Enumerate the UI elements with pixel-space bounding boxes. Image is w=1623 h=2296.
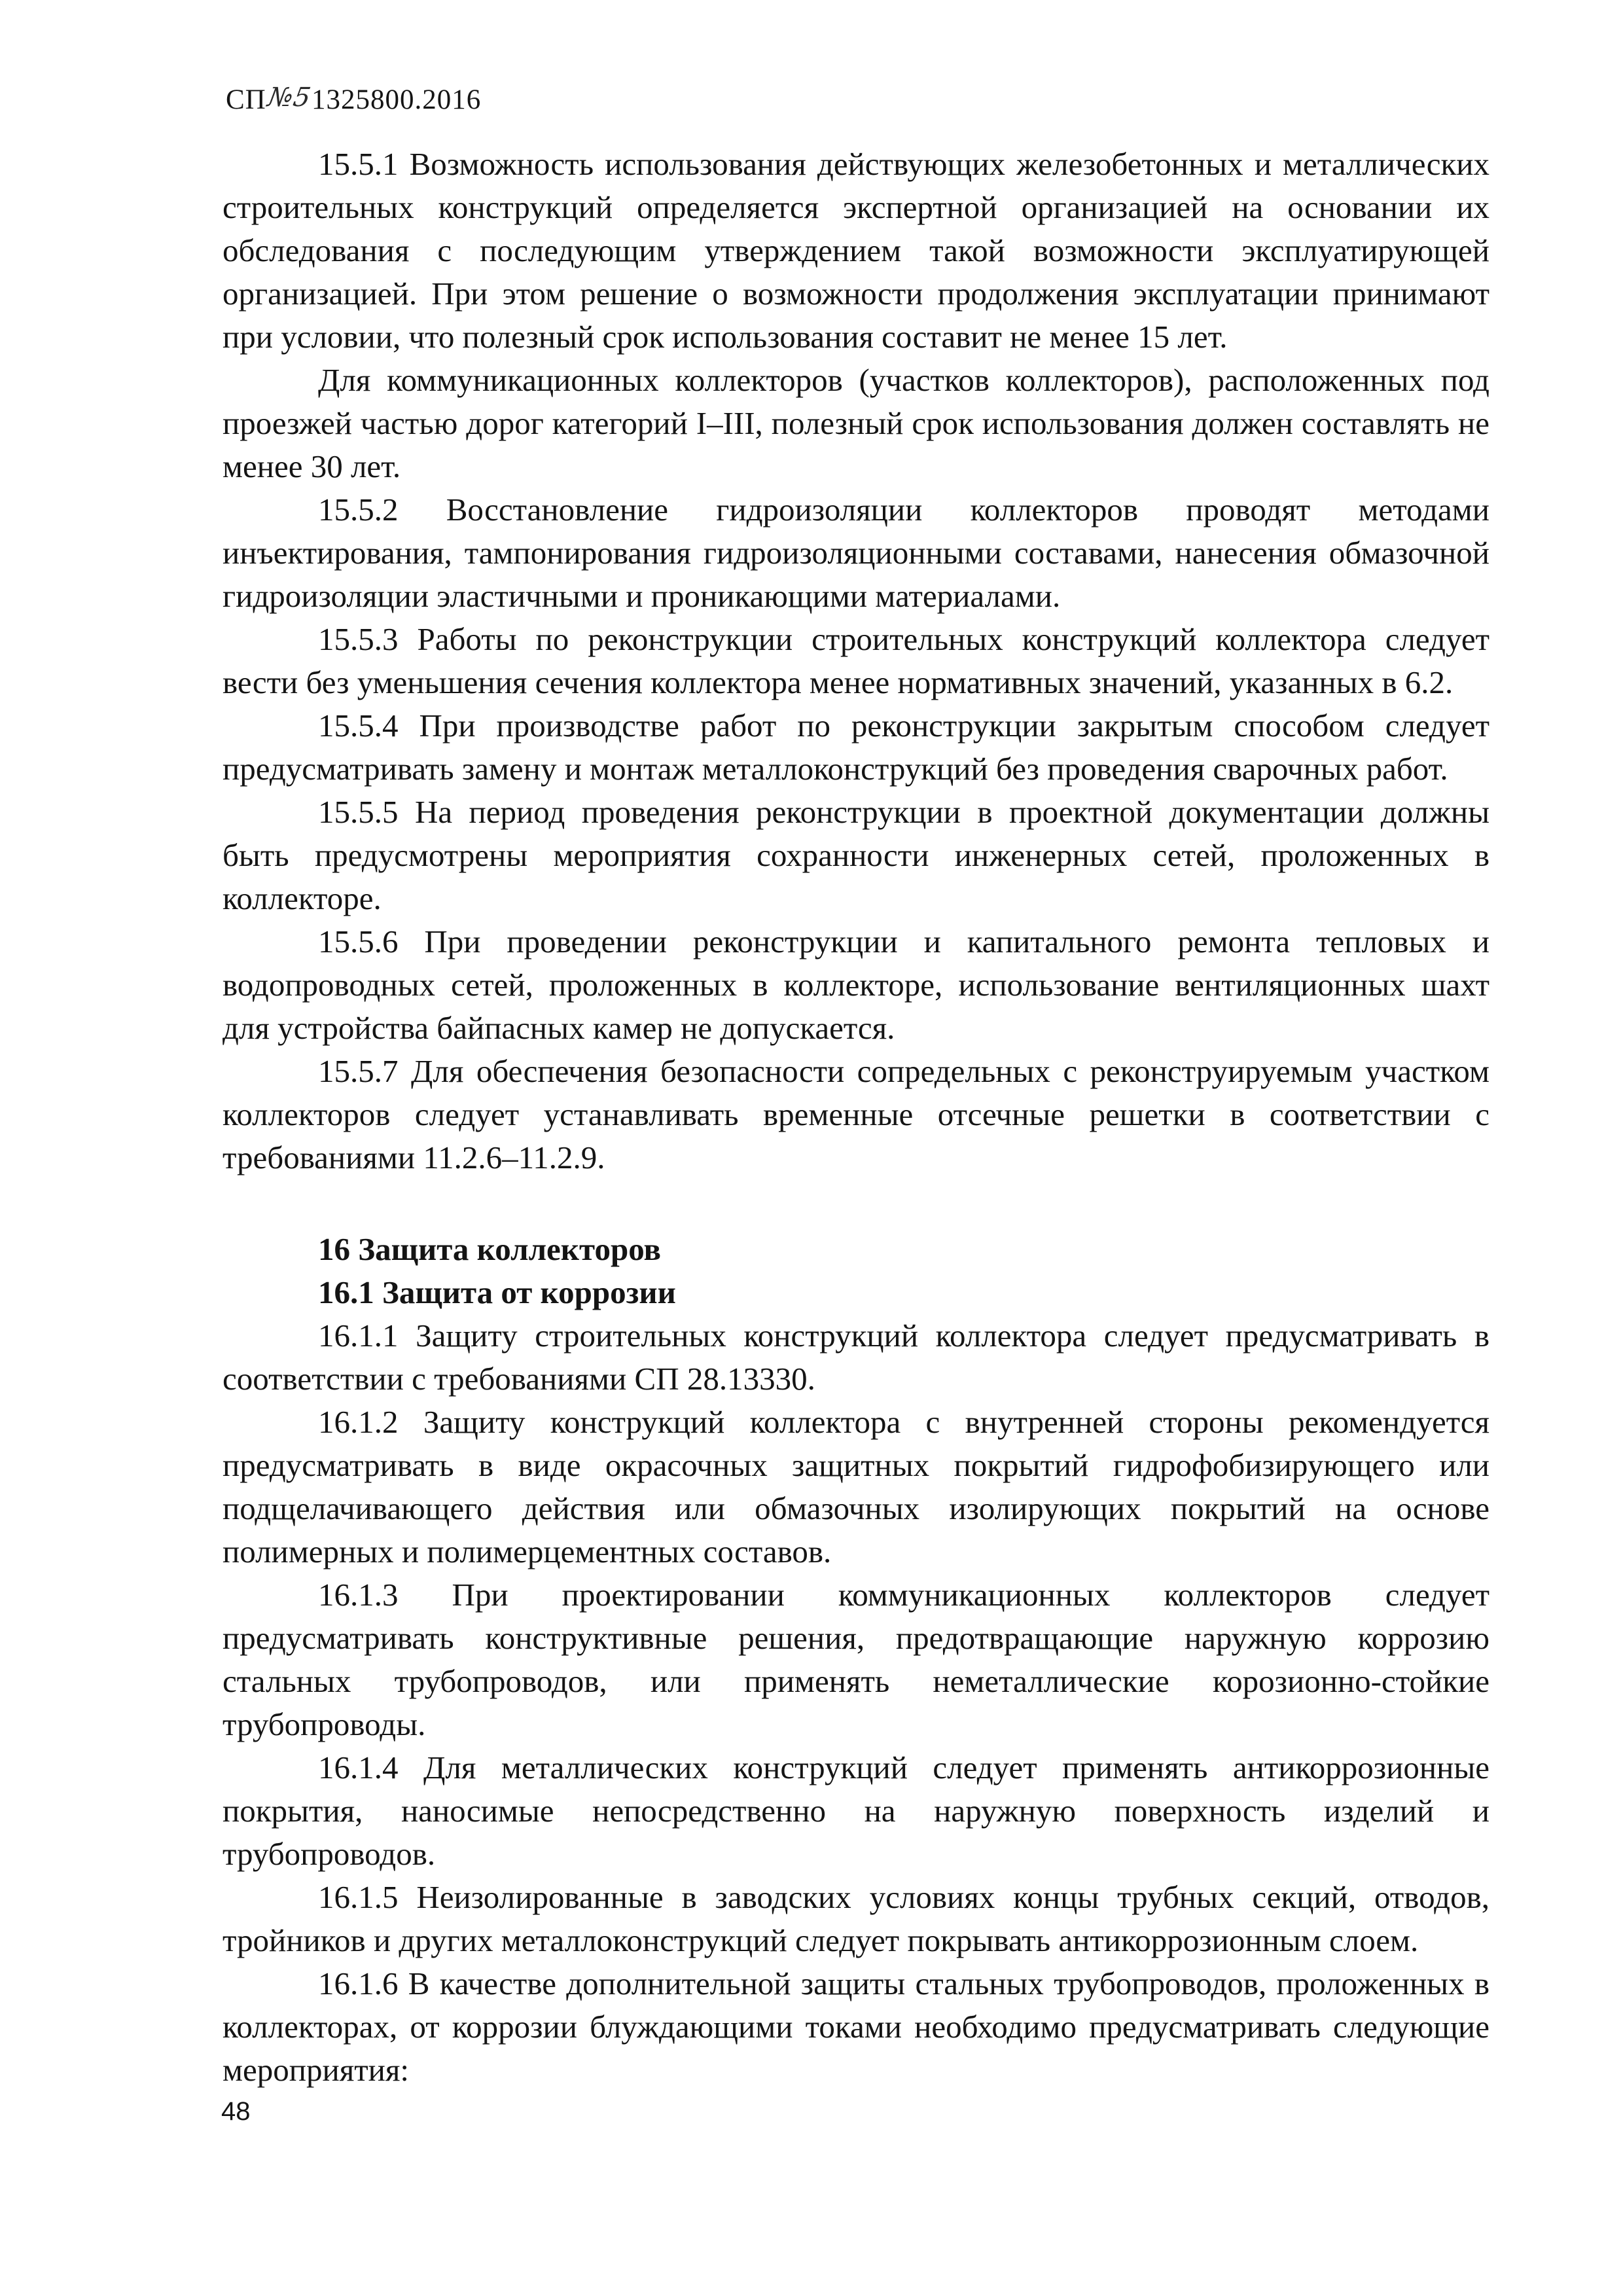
paragraph-15-5-2: 15.5.2 Восстановление гидроизоляции коллекторов проводят методами инъектирования, тампонирования гидроизоляционными составами, нанесения обмазочной гидроизоляции эластичными и проникающими материалами. [223, 492, 1489, 614]
paragraph-15-5-4: 15.5.4 При производстве работ по реконструкции закрытым способом следует предусматривать замену и монтаж металлоконструкций без проведения сварочных работ. [223, 708, 1489, 787]
paragraph-15-5-3: 15.5.3 Работы по реконструкции строительных конструкций коллектора следует вести без уменьшения сечения коллектора менее нормативных значений, указанных в 6.2. [223, 621, 1489, 700]
paragraph-15-5-5: 15.5.5 На период проведения реконструкции в проектной документации должны быть предусмотрены мероприятия сохранности инженерных сетей, проложенных в коллекторе. [223, 794, 1489, 916]
paragraph-16-1-2: 16.1.2 Защиту конструкций коллектора с внутренней стороны рекомендуется предусматривать в виде окрасочных защитных покрытий гидрофобизирующего или подщелачивающего действия или обмазочных изолирующих покрытий на основе полимерных и полимерцементных составов. [223, 1404, 1489, 1570]
document-code-prefix: СП [226, 84, 266, 115]
paragraph-16-1-1: 16.1.1 Защиту строительных конструкций коллектора следует предусматривать в соответствии с требованиями СП 28.13330. [223, 1318, 1489, 1397]
paragraph-16-1-5: 16.1.5 Неизолированные в заводских условиях концы трубных секций, отводов, тройников и других металлоконструкций следует покрывать антикоррозионным слоем. [223, 1879, 1489, 1958]
section-spacer [223, 1179, 1489, 1228]
document-code-suffix: 1325800.2016 [312, 84, 482, 115]
paragraph-16-1-4: 16.1.4 Для металлических конструкций следует применять антикоррозионные покрытия, наносимые непосредственно на наружную поверхность изделий и трубопроводов. [223, 1749, 1489, 1872]
subsection-heading: 16.1 Защита от коррозии [318, 1274, 676, 1310]
paragraph-15-5-1-continued: Для коммуникационных коллекторов (участков коллекторов), расположенных под проезжей частью дорог категорий I–III, полезный срок использования должен составлять не менее 30 лет. [223, 362, 1489, 484]
paragraph-15-5-7: 15.5.7 Для обеспечения безопасности сопредельных с реконструируемым участком коллекторов следует устанавливать временные отсечные решетки в соответствии с требованиями 11.2.6–11.2.9. [223, 1053, 1489, 1175]
document-body [223, 143, 1489, 2092]
section-heading: 16 Защита коллекторов [318, 1231, 661, 1267]
handwritten-number: №5 [265, 82, 313, 113]
paragraph-15-5-1: 15.5.1 Возможность использования действующих железобетонных и металлических строительных конструкций определяется экспертной организацией на основании их обследования с последующим утверждением такой возможности эксплуатирующей организацией. При этом решение о возможности продолжения эксплуатации принимают при условии, что полезный срок использования составит не менее 15 лет. [223, 146, 1489, 355]
paragraph-16-1-6: 16.1.6 В качестве дополнительной защиты стальных трубопроводов, проложенных в коллекторах, от коррозии блуждающими токами необходимо предусматривать следующие мероприятия: [223, 1965, 1489, 2088]
paragraph-16-1-3: 16.1.3 При проектировании коммуникационных коллекторов следует предусматривать конструктивные решения, предотвращающие наружную коррозию стальных трубопроводов, или применять неметаллические корозионно-стойкие трубопроводы. [223, 1577, 1489, 1742]
paragraph-15-5-6: 15.5.6 При проведении реконструкции и капитального ремонта тепловых и водопроводных сетей, проложенных в коллекторе, использование вентиляционных шахт для устройства байпасных камер не допускается. [223, 924, 1489, 1046]
document-code [226, 84, 481, 116]
page-number: 48 [221, 2097, 251, 2126]
